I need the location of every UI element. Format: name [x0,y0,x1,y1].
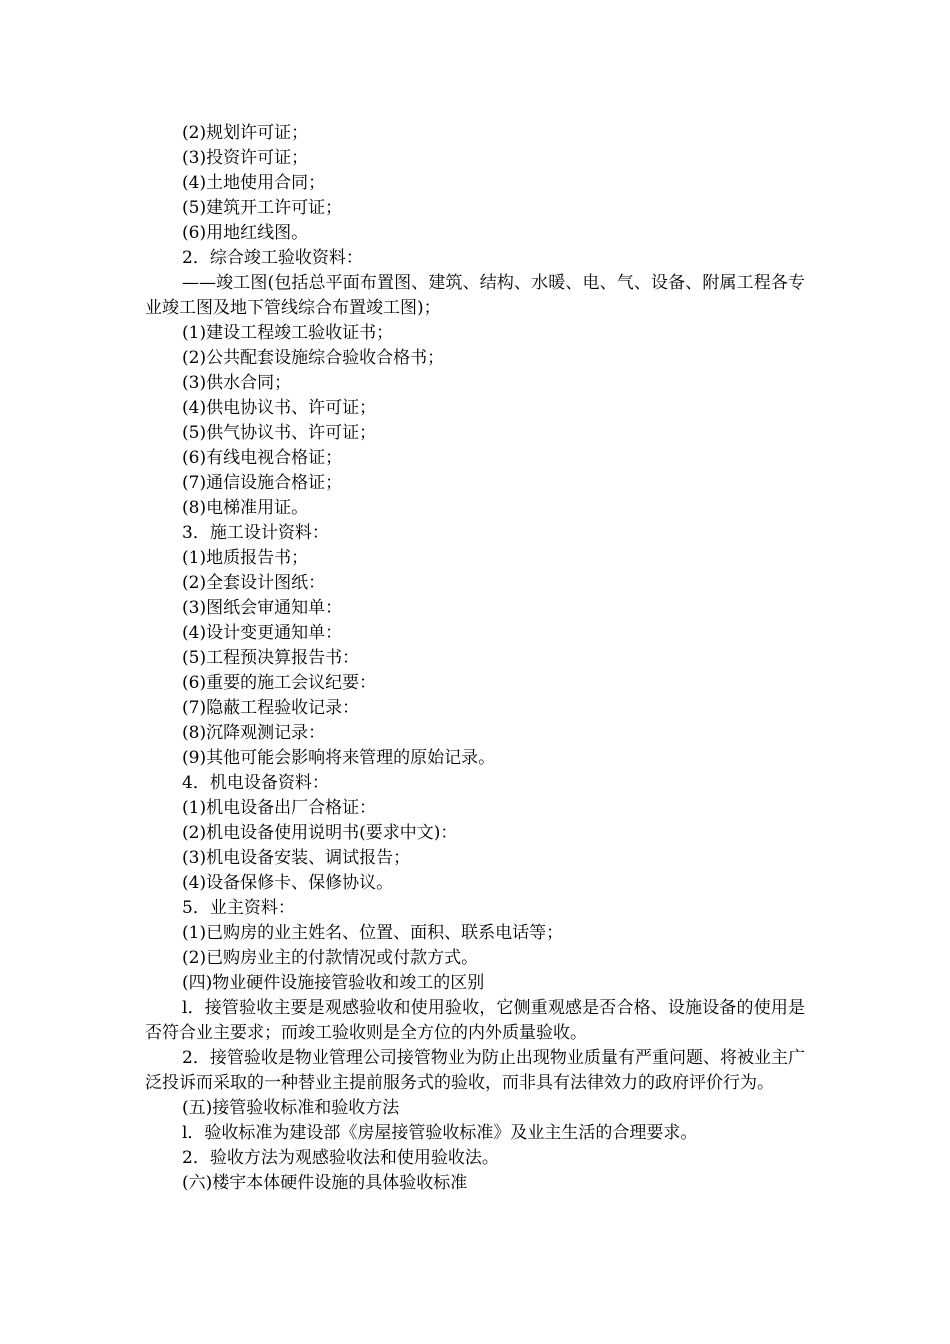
list-item: l．验收标准为建设部《房屋接管验收标准》及业主生活的合理要求。 [182,1123,698,1143]
list-item: (8)沉降观测记录： [182,723,326,743]
list-item: (4)供电协议书、许可证； [182,398,377,418]
paragraph: ——竣工图(包括总平面布置图、建筑、结构、水暖、电、气、设备、附属工程各专业竣工图及地下管线综合布置竣工图)； [145,273,805,318]
list-item: (2)已购房业主的付款情况或付款方式。 [182,948,479,968]
list-item: (2)公共配套设施综合验收合格书； [182,348,445,368]
section-heading: 4．机电设备资料： [182,773,329,793]
list-item: (3)机电设备安装、调试报告； [182,848,411,868]
section-heading: (五)接管验收标准和验收方法 [182,1098,400,1118]
section-heading: 2．综合竣工验收资料： [182,248,363,268]
section-heading: (四)物业硬件设施接管验收和竣工的区别 [182,973,485,993]
list-item: (4)土地使用合同； [182,173,326,193]
list-item: (3)供水合同； [182,373,292,393]
paragraph: l．接管验收主要是观感验收和使用验收，它侧重观感是否合格、设施设备的使用是否符合业主要求；而竣工验收则是全方位的内外质量验收。 [145,998,805,1043]
list-item: (4)设计变更通知单： [182,623,343,643]
list-item: (8)电梯准用证。 [182,498,309,518]
section-heading: (六)楼宇本体硬件设施的具体验收标准 [182,1173,468,1193]
list-item: (2)规划许可证； [182,123,309,143]
list-item: 2．验收方法为观感验收法和使用验收法。 [182,1148,499,1168]
list-item: (4)设备保修卡、保修协议。 [182,873,394,893]
section-heading: 5．业主资料： [182,898,295,918]
list-item: (3)投资许可证； [182,148,309,168]
list-item: (9)其他可能会影响将来管理的原始记录。 [182,748,496,768]
document-page [145,121,805,1196]
list-item: (5)工程预决算报告书： [182,648,360,668]
list-item: (7)隐蔽工程验收记录： [182,698,360,718]
list-item: (2)全套设计图纸： [182,573,326,593]
list-item: (5)建筑开工许可证； [182,198,343,218]
list-item: (6)用地红线图。 [182,223,309,243]
list-item: (1)机电设备出厂合格证： [182,798,377,818]
list-item: (1)地质报告书； [182,548,309,568]
list-item: (5)供气协议书、许可证； [182,423,377,443]
list-item: (1)已购房的业主姓名、位置、面积、联系电话等； [182,923,564,943]
list-item: (3)图纸会审通知单： [182,598,343,618]
list-item: (6)有线电视合格证； [182,448,343,468]
section-heading: 3．施工设计资料： [182,523,329,543]
list-item: (6)重要的施工会议纪要： [182,673,377,693]
list-item: (2)机电设备使用说明书(要求中文)： [182,823,458,843]
list-item: (1)建设工程竣工验收证书； [182,323,394,343]
paragraph: 2．接管验收是物业管理公司接管物业为防止出现物业质量有严重问题、将被业主广泛投诉而采取的一种替业主提前服务式的验收，而非具有法律效力的政府评价行为。 [145,1048,805,1093]
list-item: (7)通信设施合格证； [182,473,343,493]
